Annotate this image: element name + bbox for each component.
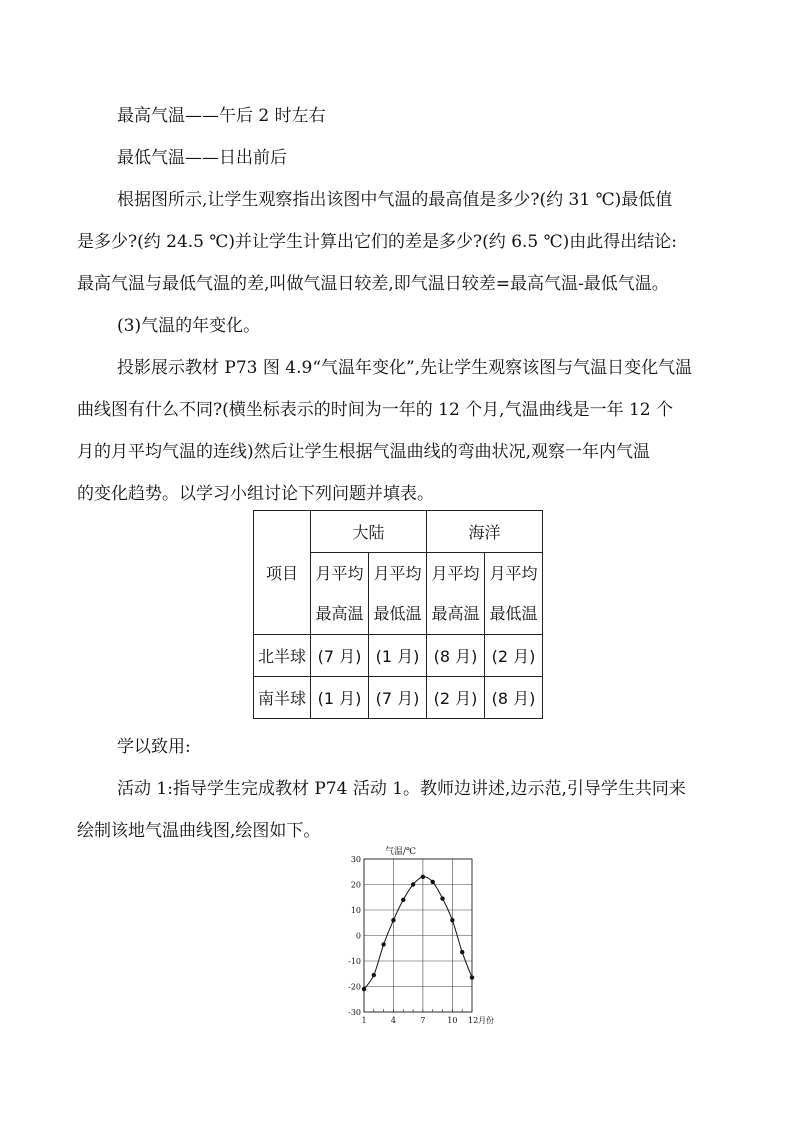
table-subheader: 月平均 最高温 xyxy=(311,553,369,635)
chart-y-tick-label: 30 xyxy=(350,855,361,864)
chart-x-tick-label: 7 xyxy=(420,1016,426,1025)
chart-data-point xyxy=(391,918,395,922)
chart-data-point xyxy=(372,973,376,977)
table-cell: (8 月) xyxy=(427,635,485,677)
paragraph-max-temp: 最高气温——午后 2 时左右 xyxy=(117,106,326,126)
paragraph-projection-line1: 投影展示教材 P73 图 4.9“气温年变化”,先让学生观察该图与气温日变化气温 xyxy=(117,358,693,378)
paragraph-observe-line3: 最高气温与最低气温的差,叫做气温日较差,即气温日较差=最高气温-最低气温。 xyxy=(77,274,669,294)
table-cell: (2 月) xyxy=(427,677,485,719)
chart-x-tick-label: 12月份 xyxy=(468,1016,495,1025)
table-row-label: 北半球 xyxy=(254,635,311,677)
chart-y-tick-label: 10 xyxy=(350,906,361,915)
chart-y-tick-label: 0 xyxy=(355,931,361,941)
chart-data-point xyxy=(381,942,385,946)
chart-x-tick-label: 10 xyxy=(447,1016,458,1025)
table-cell: (7 月) xyxy=(311,635,369,677)
paragraph-observe-line1: 根据图所示,让学生观察指出该图中气温的最高值是多少?(约 31 ℃)最低值 xyxy=(117,190,673,210)
chart-x-tick-label: 4 xyxy=(390,1016,397,1025)
chart-data-point xyxy=(440,896,444,900)
paragraph-projection-line3: 月的月平均气温的连线)然后让学生根据气温曲线的弯曲状况,观察一年内气温 xyxy=(77,442,651,462)
paragraph-projection-line4: 的变化趋势。以学习小组讨论下列问题并填表。 xyxy=(77,484,434,504)
paragraph-observe-line2: 是多少?(约 24.5 ℃)并让学生计算出它们的差是多少?(约 6.5 ℃)由此得出结论: xyxy=(77,232,678,252)
chart-data-point xyxy=(470,975,474,979)
paragraph-activity-line2: 绘制该地气温曲线图,绘图如下。 xyxy=(77,821,321,841)
chart-grid xyxy=(364,859,472,1012)
chart-series-line xyxy=(364,877,472,989)
chart-x-tick-label: 1 xyxy=(361,1016,367,1025)
paragraph-activity-line1: 活动 1:指导学生完成教材 P74 活动 1。教师边讲述,边示范,引导学生共同来 xyxy=(117,779,686,799)
paragraph-min-temp: 最低气温——日出前后 xyxy=(117,148,287,168)
table-row xyxy=(254,677,543,719)
chart-series xyxy=(362,875,474,992)
table-subheader: 月平均 最低温 xyxy=(369,553,427,635)
table-cell: (2 月) xyxy=(485,635,543,677)
chart-data-point xyxy=(401,898,405,902)
paragraph-apply: 学以致用: xyxy=(117,737,191,757)
table-header-ocean: 海洋 xyxy=(427,511,543,553)
table-cell: (1 月) xyxy=(369,635,427,677)
temperature-line-chart xyxy=(340,842,495,1032)
table-subheader: 月平均 最高温 xyxy=(427,553,485,635)
chart-y-axis-label: 气温/℃ xyxy=(385,847,417,857)
paragraph-projection-line2: 曲线图有什么不同?(横坐标表示的时间为一年的 12 个月,气温曲线是一年 12 个 xyxy=(77,400,674,420)
table-row-label: 南半球 xyxy=(254,677,311,719)
table-cell: (7 月) xyxy=(369,677,427,719)
table-header-item: 项目 xyxy=(254,511,311,635)
chart-y-tick-label: -10 xyxy=(348,957,361,966)
chart-data-point xyxy=(431,880,435,884)
chart-data-point xyxy=(362,987,366,991)
chart-data-point xyxy=(450,918,454,922)
chart-data-point xyxy=(460,950,464,954)
chart-y-tick-label: -30 xyxy=(348,1008,361,1017)
table-header-continent: 大陆 xyxy=(311,511,427,553)
section-heading-annual-change: (3)气温的年变化。 xyxy=(117,316,261,336)
chart-data-point xyxy=(411,882,415,886)
table-row xyxy=(254,635,543,677)
chart-data-point xyxy=(421,875,425,879)
table-subheader: 月平均 最低温 xyxy=(485,553,543,635)
chart-y-tick-label: 20 xyxy=(350,880,361,890)
table-cell: (1 月) xyxy=(311,677,369,719)
table-cell: (8 月) xyxy=(485,677,543,719)
chart-y-tick-label: -20 xyxy=(348,982,361,992)
temperature-table xyxy=(253,510,543,719)
